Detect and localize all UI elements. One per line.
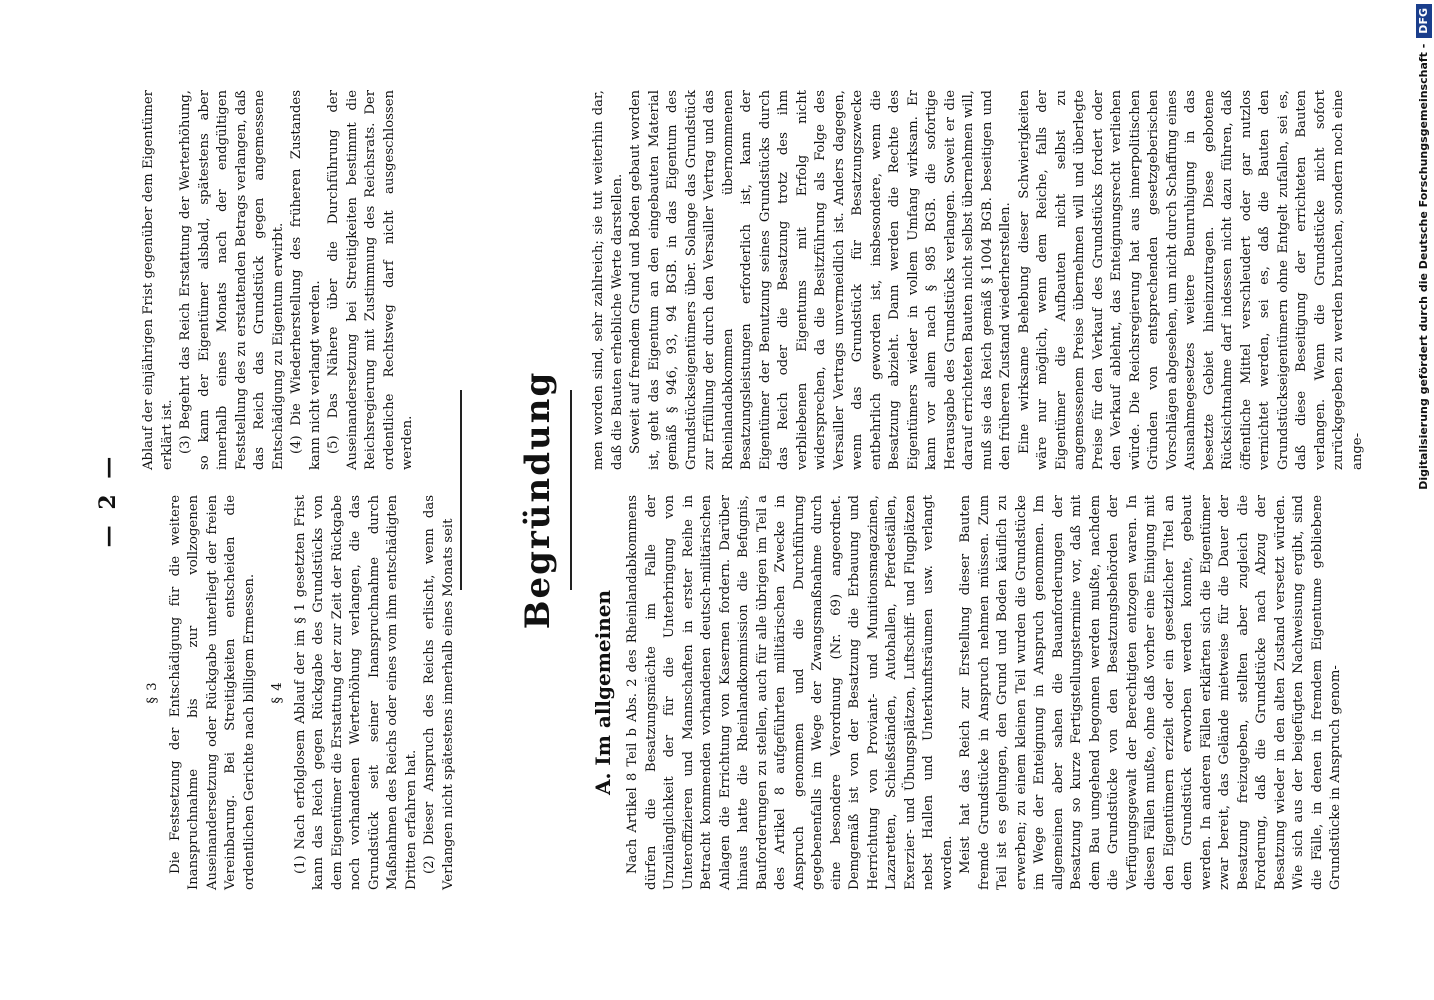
section-4-paragraph-2: (2) Dieser Anspruch des Reichs erlischt, wenn das Verlangen nicht spätestens innerhalb eines Monats seit <box>422 495 456 890</box>
reasoning-paragraph-4: Eine wirksame Behebung dieser Schwierigkeiten wäre nur möglich, wenn dem Reiche, falls der Eigentümer die Aufbauten nicht selbst zu angemessenem Preise übernehmen will und überlegte Preise für den Verkauf des Grundstücks fordert oder den Verkauf ablehnt, das Enteignungsrecht verliehen würde. Die Reichsregierung hat aus innerpolitischen Gründen von entsprechenden gesetzgeberischen Vorschlägen abgesehen, um nicht durch Schaffung eines Ausnahmegesetzes weitere Beunruhigung in das besetzte Gebiet hineinzutragen. Diese gebotene Rücksichtnahme darf indessen nicht dazu führen, daß öffentliche Mittel verschleudert oder gar nutzlos vernichtet werden, sei es, daß die Bauten den Grundstückseigentümern ohne Entgelt zufallen, sei es, daß diese Beseitigung der errichteten Bauten verlangen. Wenn die Grundstücke nicht sofort zurückgegeben zu werden brauchen, sondern noch eine ange- <box>1016 90 1365 470</box>
reasoning-continuation: men worden sind, sehr zahlreich; sie tut weiterhin dar, daß die Bauten erhebliche Werte darstellen. <box>591 90 625 470</box>
lower-left-column <box>590 495 1346 890</box>
digitization-credit <box>1411 4 1433 994</box>
section-3-heading: § 3 <box>145 681 160 704</box>
credit-text: Digitalisierung gefördert durch die Deutsche Forschungsgemeinschaft - <box>1417 43 1430 490</box>
section-4-paragraph-4: (4) Die Wiederherstellung des früheren Zustandes kann nicht verlangt werden. <box>289 90 323 470</box>
separator-rule-bottom <box>570 390 572 590</box>
page-number-header: — 2 — <box>95 452 121 548</box>
upper-left-column <box>140 495 458 890</box>
rotated-document-page <box>0 90 1400 900</box>
subheading: A. Im allgemeinen <box>591 589 615 796</box>
section-4-paragraph-5: (5) Das Nähere über die Durchführung der Auseinandersetzung bei Streitigkeiten bestimmt die Reichsregierung mit Zustimmung des Reichsrats. Der ordentliche Rechtsweg darf nicht ausgeschlossen werden. <box>326 90 415 470</box>
upper-right-column <box>140 90 418 470</box>
separator-rule-top <box>460 390 462 590</box>
continuation-paragraph: Ablauf der einjährigen Frist gegenüber dem Eigentümer erklärt ist. <box>141 90 175 470</box>
lower-right-column <box>590 90 1367 470</box>
section-3-paragraph: Die Festsetzung der Entschädigung für die weitere Inanspruchnahme bis zur vollzogenen Auseinandersetzung oder Rückgabe unterliegt der freien Vereinbarung. Bei Streitigkeiten entscheiden die ordentlichen Gerichte nach billigem Ermessen. <box>167 495 257 890</box>
section-4-paragraph-1: (1) Nach erfolglosem Ablauf der im § 1 gesetzten Frist kann das Reich gegen Rückgabe des Grundstücks von dem Eigentümer die Erstattung der zur Zeit der Rückgabe noch vorhandenen Werterhöhung verlangen, die das Grundstück seit seiner Inanspruchnahme durch Maßnahmen des Reichs oder eines vom ihm entschädigten Dritten erfahren hat. <box>292 495 419 890</box>
reasoning-paragraph-2: Meist hat das Reich zur Erstellung dieser Bauten fremde Grundstücke in Anspruch nehmen müssen. Zum Teil ist es gelungen, den Grund und Boden käuflich zu erwerben; zu einem kleinen Teil wurden die Grundstücke im Wege der Enteignung in Anspruch genommen. Im allgemeinen aber sahen die Bauanforderungen der Besatzung so kurze Fertigstellungstermine vor, daß mit dem Bau umgehend begonnen werden mußte, nachdem die Grundstücke von den Besatzungsbehörden der Verfügungsgewalt der Berechtigten entzogen waren. In diesen Fällen mußte, ohne daß vorher eine Einigung mit den Eigentümern erzielt oder ein gesetzlicher Titel an dem Grundstück erworben werden konnte, gebaut werden. In anderen Fällen erklärten sich die Eigentümer zwar bereit, das Gelände mietweise für die Dauer der Besatzung freizugeben, stellten aber zugleich die Forderung, daß die Grundstücke nach Abzug der Besatzung wieder in den alten Zustand versetzt würden. Wie sich aus der beigefügten Nachweisung ergibt, sind die Fälle, in denen in fremdem Eigentume gebliebene Grundstücke in Anspruch genom- <box>958 495 1343 890</box>
reasoning-paragraph-1: Nach Artikel 8 Teil b Abs. 2 des Rheinlandabkommens dürfen die Besatzungsmächte im Falle der Unzulänglichkeit der für die Unterbringung von Unteroffizieren und Mannschaften in erster Reihe in Betracht kommenden vorhandenen deutsch-militärischen Anlagen die Errichtung von Kasernen fordern. Darüber hinaus hatte die Rheinlandkommission die Befugnis, Bauforderungen zu stellen, auch für alle übrigen im Teil a des Artikel 8 aufgeführten militärischen Zwecke in Anspruch genommen und die Durchführung gegebenenfalls im Wege der Zwangsmaßnahme durch eine besondere Verordnung (Nr. 69) angeordnet. Demgemäß ist von der Besatzung die Erbauung und Herrichtung von Proviant- und Munitionsmagazinen, Lazaretten, Schießständen, Autohallen, Pferdeställen, Exerzier- und Übungsplätzen, Luftschiff- und Flugplätzen nebst Hallen und Unterkunftsräumen usw. verlangt worden. <box>625 495 955 890</box>
section-4-paragraph-3: (3) Begehrt das Reich Erstattung der Werterhöhung, so kann der Eigentümer alsbald, spätestens aber innerhalb eines Monats nach der endgültigen Feststellung des zu erstattenden Betrags verlangen, daß das Reich das Grundstück gegen angemessene Entschädigung zu Eigentum erwirbt. <box>178 90 286 470</box>
section-4-heading: § 4 <box>270 681 285 704</box>
dfg-logo: DFG <box>1416 4 1432 38</box>
main-title: Begründung <box>518 370 558 630</box>
reasoning-paragraph-3: Soweit auf fremdem Grund und Boden gebaut worden ist, geht das Eigentum an den eingebauten Material gemäß § 946, 93, 94 BGB. in das Eigentum des Grundstückseigentümers über. Solange das Grundstück zur Erfüllung der durch den Versailler Vertrag und das Rheinlandabkommen übernommenen Besatzungsleistungen erforderlich ist, kann der Eigentümer der Benutzung seines Grundstücks durch das Reich oder die Besatzung trotz des ihm verbliebenen Eigentums mit Erfolg nicht widersprechen, da die Besitzführung als Folge des Versailler Vertrags unvermeidlich ist. Anders dagegen, wenn das Grundstück für Besatzungszwecke entbehrlich geworden ist, insbesondere, wenn die Besatzung abzieht. Dann werden die Rechte des Eigentümers wieder in vollem Umfang wirksam. Er kann vor allem nach § 985 BGB. die sofortige Herausgabe des Grundstücks verlangen. Soweit er die darauf errichteten Bauten nicht selbst übernehmen will, muß sie das Reich gemäß § 1004 BGB. beseitigen und den früheren Zustand wiederherstellen. <box>628 90 1013 470</box>
